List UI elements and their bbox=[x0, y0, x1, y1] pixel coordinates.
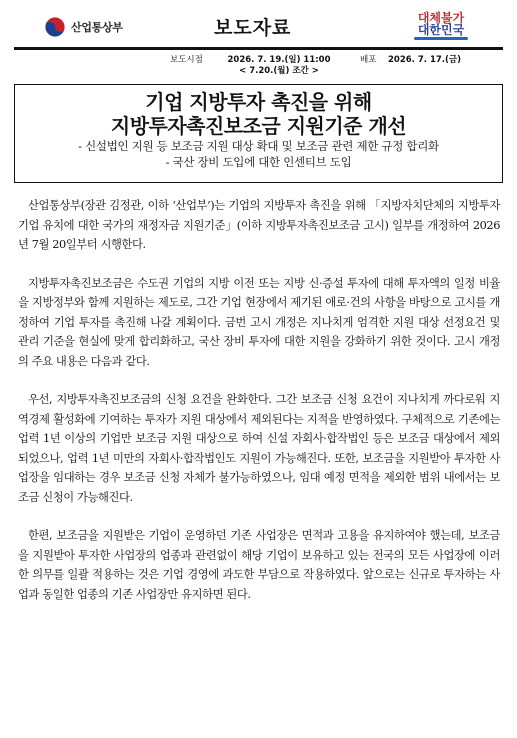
paragraph: 지방투자촉진보조금은 수도권 기업의 지방 이전 또는 지방 신·증설 투자에 대해 투자액의 일정 비율을 지방정부와 함께 지원하는 제도로, 그간 기업 현장에서 제기된 애로·건의 사항을 바탕으로 고시를 개정하여 기업 투자를 촉진해 나갈 계획이다. 금번 고시 개정은 지나치게 엄격한 지원 대상 선정요건 및 관리 기준을 현실에 맞게 합리화하고, 국산 장비 투자에 대한 지원을 강화하기 위한 것이다. 고시 개정의 주요 내용은 다음과 같다. bbox=[18, 276, 500, 368]
distribution-date: 2026. 7. 17.(금) bbox=[388, 55, 461, 65]
release-time-label: 보도시점 bbox=[170, 55, 203, 65]
paragraph: 우선, 지방투자촉진보조금의 신청 요건을 완화한다. 그간 보조금 신청 요건이 지나치게 까다로워 지역경제 활성화에 기여하는 투자가 지원 대상에서 제외된다는 지적을 반영하였다. 구체적으로 기존에는 업력 1년 이상의 기업만 보조금 지원 대상으로 하여 신설 자회사·합작법인 등은 보조금 대상에서 제외되었으나, 업력 1년 미만의 자회사·합작법인도 지원이 가능해진다. 또한, 보조금을 지원받아 투자한 사업장을 임대하는 경우 보조금 신청 자체가 불가능하였으나, 임대 예정 면적을 제외한 범위 내에서는 보조금 신청이 가능해진다. bbox=[18, 393, 500, 504]
paragraph: 한편, 보조금을 지원받은 기업이 운영하던 기존 사업장은 면적과 고용을 유지하여야 했는데, 보조금을 지원받아 투자한 사업장의 업종과 관련없이 해당 기업이 보유하고 있는 전국의 모든 사업장에 이러한 의무를 일괄 적용하는 것은 기업 경영에 과도한 부담으로 작용하였다. 앞으로는 신규로 투자하는 사업과 동일한 업종의 기존 사업장만 유지하면 된다. bbox=[18, 529, 500, 601]
paragraph: 산업통상부(장관 김정관, 이하 ‘산업부’)는 기업의 지방투자 촉진을 위해 「지방자치단체의 지방투자기업 유치에 대한 국가의 재정자금 지원기준」(이하 지방투자촉진보조금 고시) 일부를 개정하여 2026년 7월 20일부터 시행한다. bbox=[18, 199, 500, 251]
subheadline-1: - 신설법인 지원 등 보조금 지원 대상 확대 및 보조금 관련 제한 규정 합리화 bbox=[78, 139, 439, 153]
header-divider bbox=[14, 47, 503, 50]
slogan-logo bbox=[410, 12, 472, 40]
subheadline-2: - 국산 장비 도입에 대한 인센티브 도입 bbox=[165, 155, 352, 169]
release-time bbox=[224, 55, 334, 77]
ministry-logo bbox=[44, 16, 123, 38]
headline-box bbox=[14, 84, 503, 183]
press-release-title: 보도자료 bbox=[214, 17, 292, 39]
slogan-line-1: 대체불가 bbox=[417, 11, 465, 25]
headline-line-2: 지방투자촉진보조금 지원기준 개선 bbox=[110, 114, 407, 138]
slogan-swoosh bbox=[414, 37, 468, 40]
press-header bbox=[14, 8, 503, 48]
release-time-line-1: 2026. 7. 19.(일) 11:00 bbox=[227, 55, 331, 65]
article-body bbox=[18, 196, 500, 623]
headline-line-1: 기업 지방투자 촉진을 위해 bbox=[145, 90, 372, 114]
ministry-name: 산업통상부 bbox=[71, 21, 123, 34]
taegeuk-emblem-icon bbox=[44, 16, 66, 38]
slogan-line-2: 대한민국 bbox=[417, 23, 465, 37]
distribution-label: 배포 bbox=[360, 55, 377, 65]
release-time-line-2: < 7.20.(월) 조간 > bbox=[239, 66, 319, 76]
